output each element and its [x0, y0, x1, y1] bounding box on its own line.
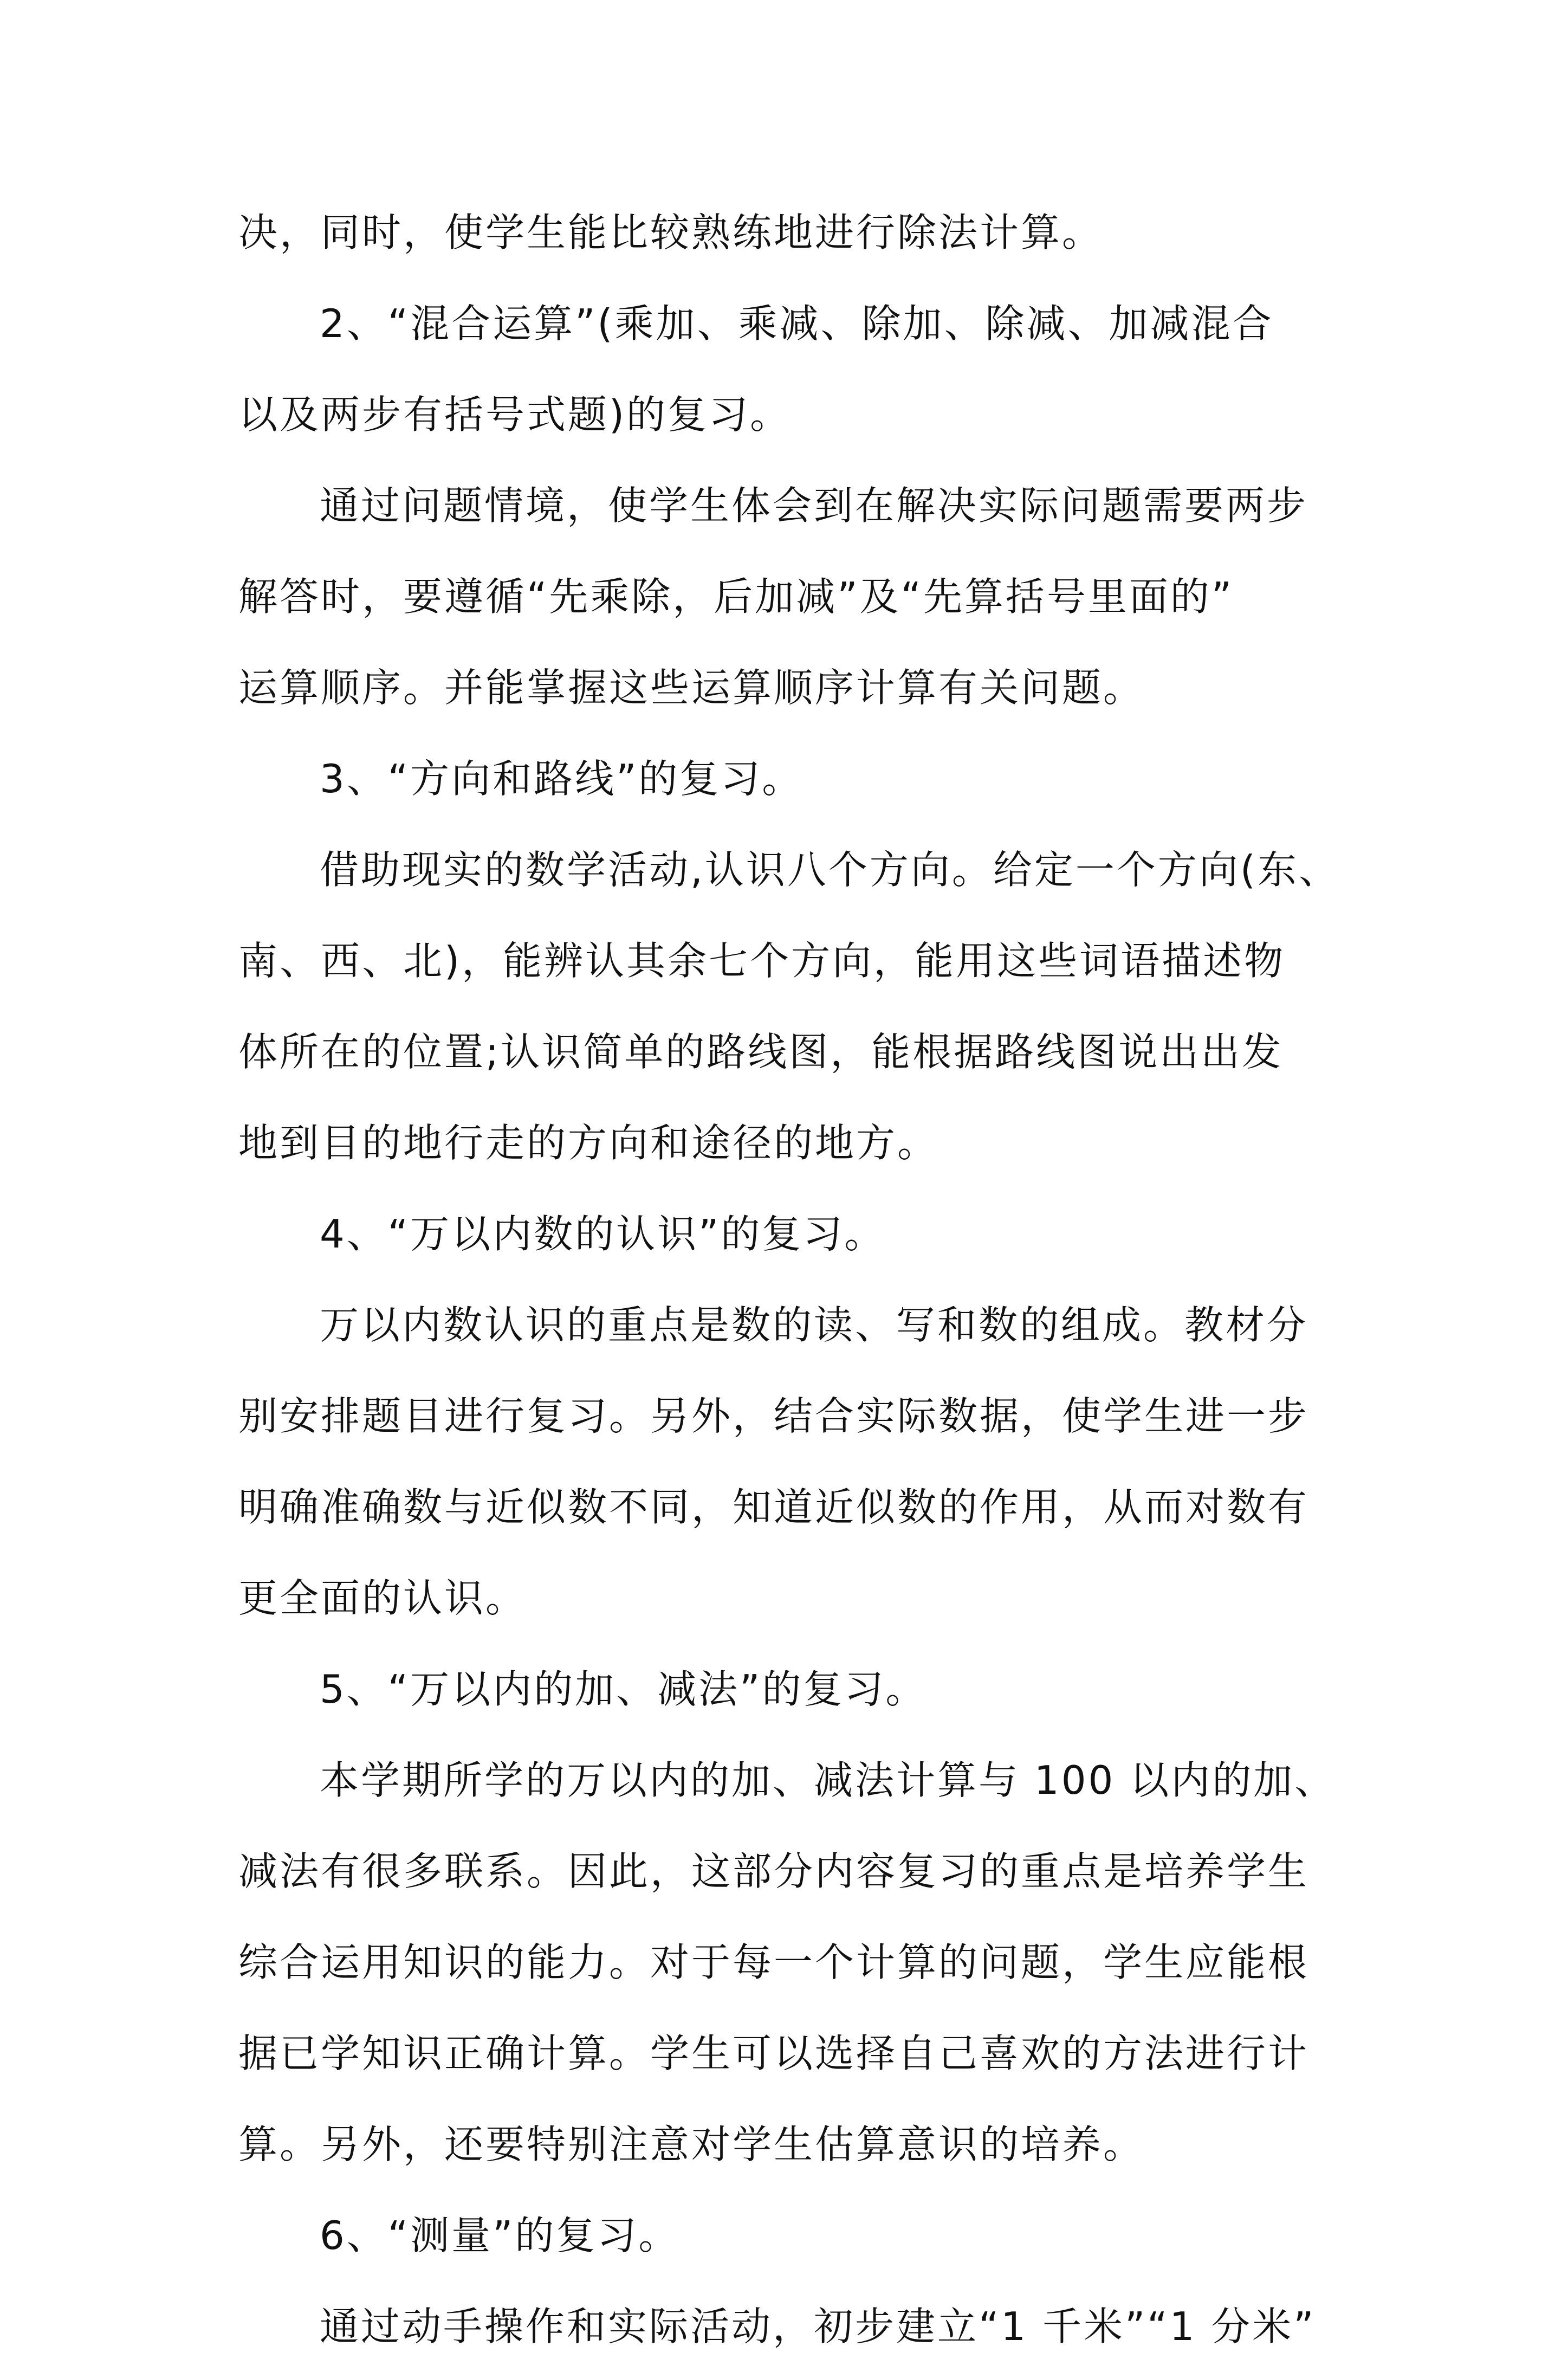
- text-line: 综合运用知识的能力。对于每一个计算的问题，学生应能根: [238, 1940, 1310, 1985]
- text-line: 通过问题情境，使学生体会到在解决实际问题需要两步: [320, 483, 1308, 528]
- text-line: 万以内数认识的重点是数的读、写和数的组成。教材分: [320, 1302, 1308, 1348]
- text-line: 4、“万以内数的认识”的复习。: [320, 1211, 886, 1257]
- text-line: 更全面的认识。: [238, 1575, 527, 1621]
- text-line: 借助现实的数学活动,认识八个方向。给定一个方向(东、: [320, 847, 1340, 893]
- text-line: 2、“混合运算”(乘加、乘减、除加、除减、加减混合: [320, 301, 1274, 346]
- text-line: 明确准确数与近似数不同，知道近似数的作用，从而对数有: [238, 1484, 1310, 1530]
- text-line: 6、“测量”的复习。: [320, 2213, 680, 2258]
- text-line: 解答时，要遵循“先乘除，后加减”及“先算括号里面的”: [238, 574, 1234, 619]
- text-line: 据已学知识正确计算。学生可以选择自己喜欢的方法进行计: [238, 2031, 1310, 2076]
- text-line: 南、西、北)，能辨认其余七个方向，能用这些词语描述物: [238, 938, 1286, 984]
- text-line: 减法有很多联系。因此，这部分内容复习的重点是培养学生: [238, 1849, 1310, 1894]
- text-line: 算。另外，还要特别注意对学生估算意识的培养。: [238, 2122, 1145, 2167]
- text-line: 体所在的位置;认识简单的路线图，能根据路线图说出出发: [238, 1029, 1284, 1075]
- text-line: 3、“方向和路线”的复习。: [320, 756, 804, 802]
- text-line: 本学期所学的万以内的加、减法计算与 100 以内的加、: [320, 1757, 1336, 1803]
- text-line: 以及两步有括号式题)的复习。: [238, 392, 792, 437]
- text-line: 决，同时，使学生能比较熟练地进行除法计算。: [238, 210, 1104, 255]
- text-line: 运算顺序。并能掌握这些运算顺序计算有关问题。: [238, 665, 1145, 710]
- text-line: 别安排题目进行复习。另外，结合实际数据，使学生进一步: [238, 1393, 1310, 1439]
- document-body: [238, 187, 1344, 2372]
- text-line: 地到目的地行走的方向和途径的地方。: [238, 1120, 939, 1166]
- text-line: 5、“万以内的加、减法”的复习。: [320, 1666, 927, 1712]
- text-line: 通过动手操作和实际活动，初步建立“1 千米”“1 分米”: [320, 2304, 1316, 2349]
